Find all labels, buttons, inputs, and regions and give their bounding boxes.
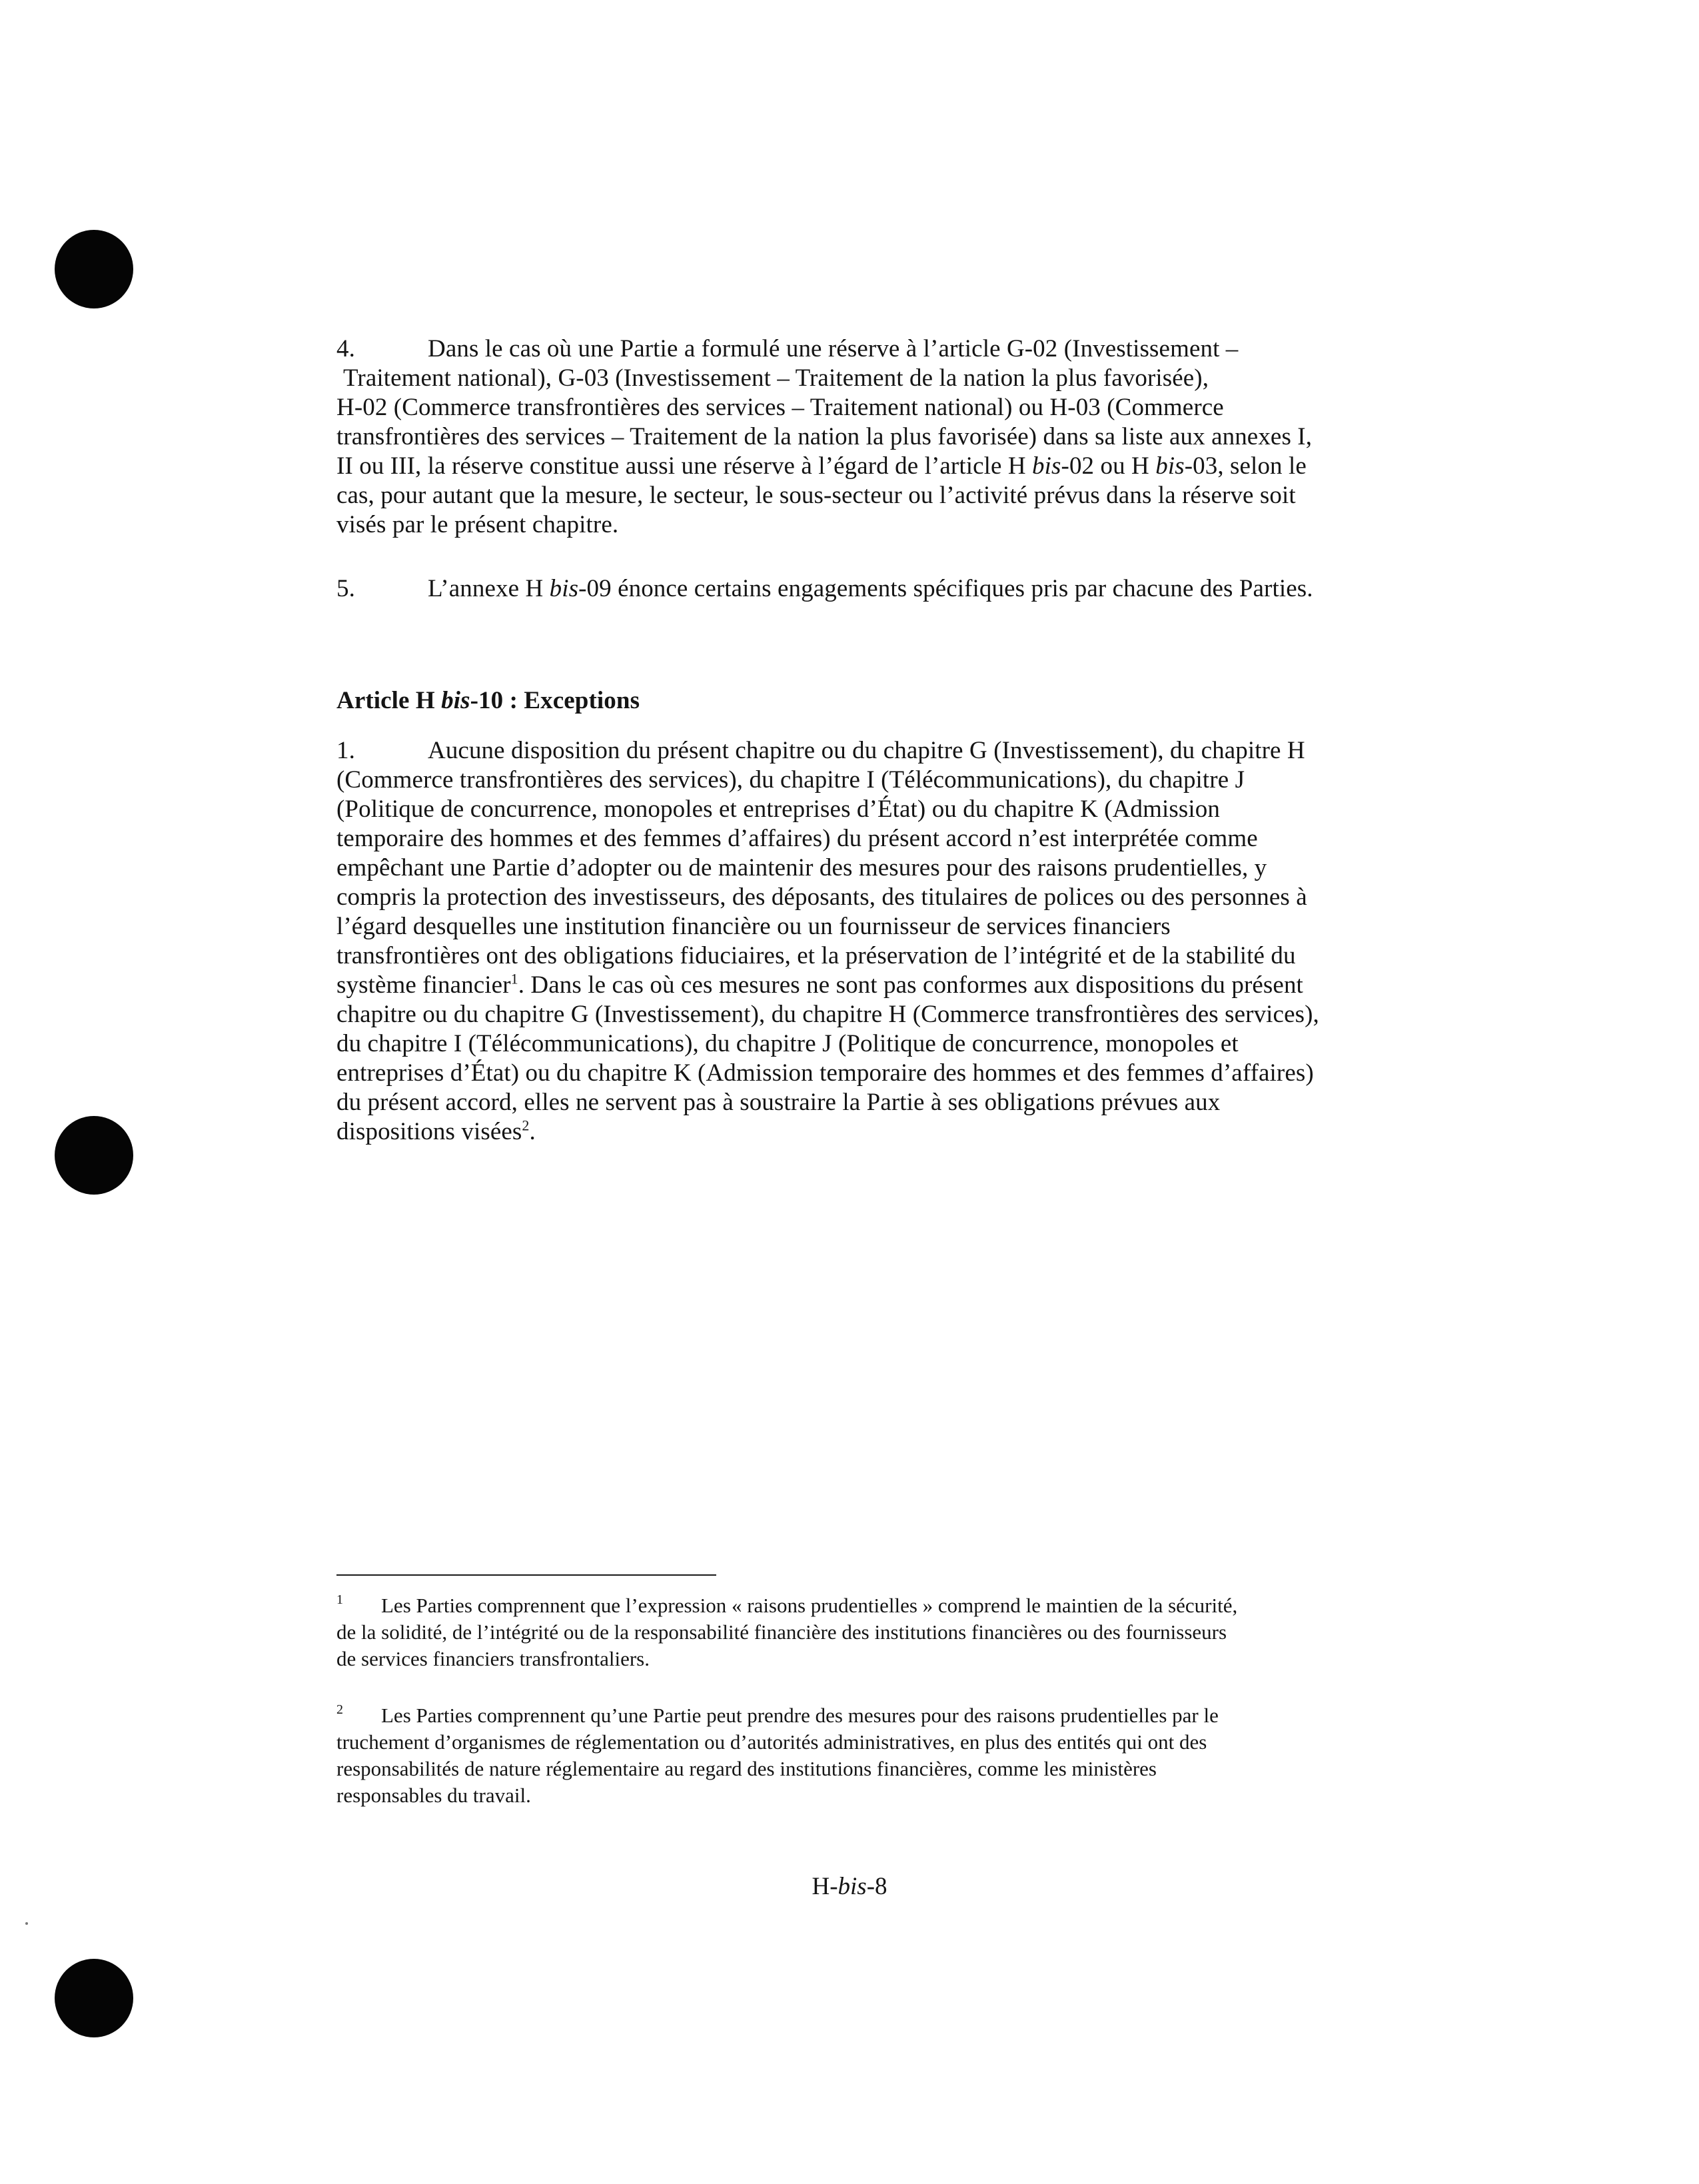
paragraph-text: Dans le cas où une Partie a formulé une réserve à l’article G-02 (Investissement – [428,335,1239,362]
paragraph-line: Traitement national), G-03 (Investissement – Traitement de la nation la plus favorisée), [343,364,1209,392]
paragraph-line [336,971,1376,1000]
paragraph-line: H-02 (Commerce transfrontières des services – Traitement national) ou H-03 (Commerce [336,394,1224,421]
paragraph-text: système financier [336,971,511,999]
paragraph-line: du chapitre I (Télécommunications), du chapitre J (Politique de concurrence, monopoles et [336,1030,1239,1057]
footnote-line [336,1702,1376,1729]
paragraph-5 [336,574,1376,604]
paragraph-line [336,334,1376,364]
footnote-line: responsables du travail. [336,1784,531,1807]
paragraph-text: L’annexe H [428,575,550,602]
paragraph-line: temporaire des hommes et des femmes d’affaires) du présent accord n’est interprétée comme [336,825,1258,852]
footnote-line: de la solidité, de l’intégrité ou de la responsabilité financière des institutions financières ou des fournisseurs [336,1620,1227,1644]
paragraph-text: II ou III, la réserve constitue aussi une réserve à l’égard de l’article H [336,452,1033,480]
paragraph-line: l’égard desquelles une institution financière ou un fournisseur de services financiers [336,913,1171,940]
footnote-mark: 1 [336,1592,343,1607]
punch-hole [55,1959,133,2037]
paragraph-line: empêchant une Partie d’adopter ou de maintenir des mesures pour des raisons prudentielles, y [336,854,1267,881]
paragraph-line: transfrontières ont des obligations fiduciaires, et la préservation de l’intégrité et de la stabilité du [336,942,1296,969]
paragraph-line [336,452,1376,481]
scan-speck [25,1922,28,1925]
footnote-line: de services financiers transfrontaliers. [336,1647,650,1670]
footnote-text: Les Parties comprennent qu’une Partie peut prendre des mesures pour des raisons prudentielles par le [381,1704,1219,1727]
paragraph-line: (Commerce transfrontières des services), du chapitre I (Télécommunications), du chapitre J [336,766,1245,794]
page-number-text: -8 [866,1873,887,1900]
punch-hole [55,1116,133,1195]
footnote-separator [336,1574,716,1576]
paragraph-1 [336,736,1376,1147]
italic-bis: bis [838,1873,867,1900]
paragraph-line: cas, pour autant que la mesure, le secteur, le sous-secteur ou l’activité prévus dans la réserve soit [336,482,1296,509]
paragraph-line: entreprises d’État) ou du chapitre K (Admission temporaire des hommes et des femmes d’affaires) [336,1059,1314,1087]
paragraph-text: . Dans le cas où ces mesures ne sont pas conformes aux dispositions du présent [518,971,1303,999]
footnote-ref-1: 1 [510,970,518,987]
footnote-1 [336,1592,1376,1672]
paragraph-text: dispositions visées [336,1118,522,1145]
page-number-text: H- [812,1873,838,1900]
footnote-line: responsabilités de nature réglementaire au regard des institutions financières, comme les ministères [336,1757,1157,1780]
punch-hole [55,230,133,308]
paragraph-line [336,574,1376,604]
footnote-ref-2: 2 [522,1117,530,1134]
heading-text: -10 : Exceptions [470,687,640,714]
italic-bis: bis [1155,452,1185,480]
paragraph-text: -09 énonce certains engagements spécifiques pris par chacune des Parties. [578,575,1313,602]
paragraph-line: du présent accord, elles ne servent pas à soustraire la Partie à ses obligations prévues aux [336,1089,1221,1116]
paragraph-text: . [529,1118,536,1145]
paragraph-line: chapitre ou du chapitre G (Investissement), du chapitre H (Commerce transfrontières des services), [336,1001,1319,1028]
paragraph-text: Aucune disposition du présent chapitre ou du chapitre G (Investissement), du chapitre H [428,737,1305,764]
italic-bis: bis [549,575,579,602]
paragraph-number: 5. [336,575,355,602]
paragraph-line [336,736,1376,766]
footnote-2 [336,1702,1376,1809]
paragraph-4 [336,334,1376,540]
paragraph-line: compris la protection des investisseurs, des déposants, des titulaires de polices ou des personnes à [336,883,1307,911]
footnote-line [336,1592,1376,1619]
page-number [0,1872,1699,1901]
heading-text: Article H [336,687,442,714]
paragraph-line: (Politique de concurrence, monopoles et entreprises d’État) ou du chapitre K (Admission [336,796,1220,823]
paragraph-line [336,1117,1376,1147]
paragraph-line: visés par le présent chapitre. [336,511,619,538]
footnote-mark: 2 [336,1702,343,1717]
paragraph-number: 4. [336,335,355,362]
paragraph-number: 1. [336,737,355,764]
article-heading [336,686,1376,716]
paragraph-line: transfrontières des services – Traitement de la nation la plus favorisée) dans sa liste aux annexes I, [336,423,1313,450]
paragraph-text: -03, selon le [1184,452,1307,480]
paragraph-text: -02 ou H [1061,452,1156,480]
footnote-text: Les Parties comprennent que l’expression « raisons prudentielles » comprend le maintien de la sécurité, [381,1594,1238,1617]
italic-bis: bis [441,687,470,714]
footnote-line: truchement d’organismes de réglementation ou d’autorités administratives, en plus des entités qui ont des [336,1730,1207,1754]
italic-bis: bis [1032,452,1061,480]
